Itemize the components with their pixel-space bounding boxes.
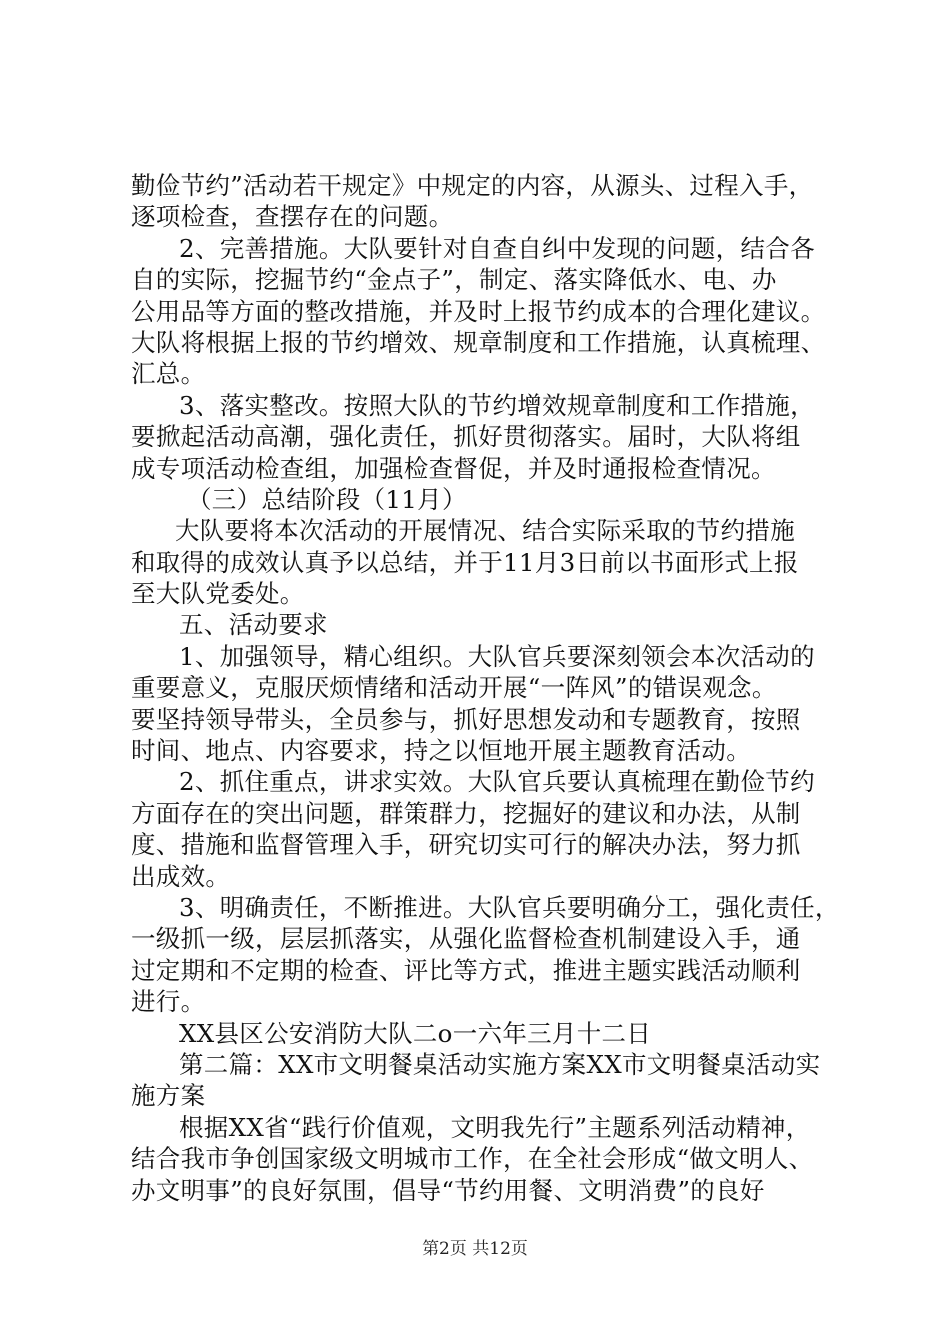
text-line: 3、落实整改。按照大队的节约增效规章制度和工作措施，	[179, 390, 815, 420]
text-line: 逐项检查，查摆存在的问题。	[131, 202, 454, 232]
text-line: 公用品等方面的整改措施，并及时上报节约成本的合理化建议。	[131, 296, 826, 326]
text-line: 重要意义，克服厌烦情绪和活动开展“一阵风”的错误观念。	[131, 673, 777, 703]
document-body	[131, 170, 840, 1206]
text-line: 2、完善措施。大队要针对自查自纠中发现的问题，结合各	[179, 233, 815, 263]
page-number-footer: 第2页 共12页	[422, 1239, 528, 1259]
text-line: 根据XX省“践行价值观，文明我先行”主题系列活动精神，	[179, 1112, 811, 1142]
text-line: 3、明确责任，不断推进。大队官兵要明确分工，强化责任，	[179, 892, 840, 922]
chapter-title: 第二篇：XX市文明餐桌活动实施方案XX市文明餐桌活动实	[179, 1049, 821, 1079]
text-line: 办文明事”的良好氛围，倡导“节约用餐、文明消费”的良好	[131, 1175, 765, 1205]
section-heading: 五、活动要求	[179, 610, 328, 640]
text-line: 一级抓一级，层层抓落实，从强化监督检查机制建设入手，通	[131, 924, 801, 954]
text-line: 出成效。	[131, 861, 231, 891]
text-line: 结合我市争创国家级文明城市工作，在全社会形成“做文明人、	[131, 1144, 814, 1174]
text-line: 大队要将本次活动的开展情况、结合实际采取的节约措施	[175, 516, 795, 546]
section-heading: （三）总结阶段（11月）	[187, 484, 467, 514]
signature-line: XX县区公安消防大队二o一六年三月十二日	[179, 1018, 652, 1048]
chapter-title-continued: 施方案	[131, 1081, 206, 1111]
text-line: 2、抓住重点，讲求实效。大队官兵要认真梳理在勤俭节约	[179, 767, 815, 797]
text-line: 大队将根据上报的节约增效、规章制度和工作措施，认真梳理、	[131, 327, 826, 357]
text-line: 过定期和不定期的检查、评比等方式，推进主题实践活动顺利	[131, 955, 801, 985]
text-line: 1、加强领导，精心组织。大队官兵要深刻领会本次活动的	[179, 641, 815, 671]
text-line: 成专项活动检查组，加强检查督促，并及时通报检查情况。	[131, 453, 776, 483]
text-line: 勤俭节约”活动若干规定》中规定的内容，从源头、过程入手，	[131, 171, 814, 200]
text-line: 和取得的成效认真予以总结，并于11月3日前以书面形式上报	[131, 547, 799, 577]
text-line: 方面存在的突出问题，群策群力，挖掘好的建议和办法，从制	[131, 798, 801, 828]
text-line: 度、措施和监督管理入手，研究切实可行的解决办法，努力抓	[131, 830, 801, 860]
text-line: 汇总。	[131, 359, 206, 389]
text-line: 进行。	[131, 987, 206, 1017]
text-line: 自的实际，挖掘节约“金点子”，制定、落实降低水、电、办	[131, 265, 777, 295]
text-line: 要掀起活动高潮，强化责任，抓好贯彻落实。届时，大队将组	[131, 422, 801, 452]
text-line: 要坚持领导带头，全员参与，抓好思想发动和专题教育，按照	[131, 704, 801, 734]
text-line: 时间、地点、内容要求，持之以恒地开展主题教育活动。	[131, 736, 751, 766]
text-line: 至大队党委处。	[131, 579, 305, 609]
